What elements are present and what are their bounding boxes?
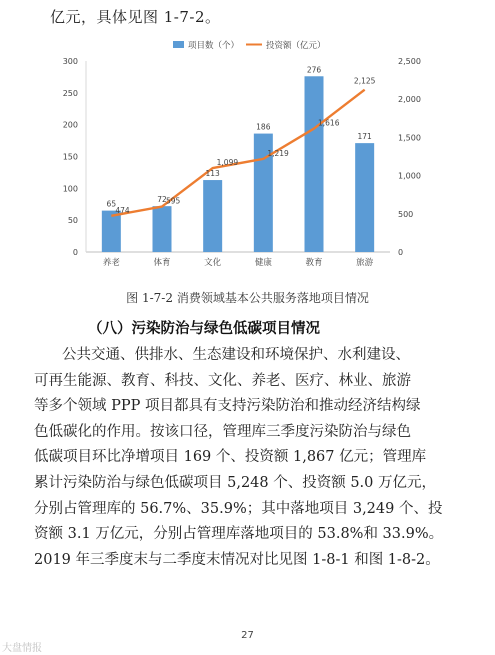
y-tick-left: 0 (72, 248, 78, 257)
line-data-label: 595 (166, 196, 181, 206)
y-tick-right: 500 (398, 209, 414, 219)
legend-bar-swatch (173, 41, 184, 48)
paragraph-line: 公共交通、供排水、生态建设和环境保护、水利建设、 (62, 347, 410, 363)
line-data-label: 1,616 (318, 118, 340, 128)
paragraph-line: 2019 年三季度末与二季度末情况对比见图 1-8-1 和图 1-8-2。 (34, 551, 440, 568)
y-tick-left: 250 (62, 88, 78, 98)
paragraph (34, 343, 462, 573)
y-tick-right: 1,500 (398, 133, 421, 143)
x-tick-label: 文化 (204, 258, 222, 268)
paragraph-line: 低碳项目环比净增项目 169 个、投资额 1,867 亿元；管理库 (34, 449, 427, 466)
line-data-label: 2,125 (353, 76, 376, 86)
paragraph-line: 累计污染防治与绿色低碳项目 5,248 个、投资额 5.0 万亿元， (34, 474, 437, 491)
x-tick-label: 教育 (305, 258, 323, 268)
bar-data-label: 72 (157, 195, 167, 205)
y-tick-right: 0 (398, 248, 404, 257)
paragraph-line: 资额 3.1 万亿元，分别占管理库落地项目的 53.8%和 33.9%。 (34, 526, 444, 543)
bar-data-label: 276 (306, 65, 322, 75)
x-tick-label: 健康 (254, 258, 272, 268)
y-tick-left: 300 (62, 57, 78, 66)
x-tick-label: 体育 (153, 258, 171, 268)
paragraph-line: 可再生能源、教育、科技、文化、养老、医疗、林业、旅游 (34, 372, 411, 389)
paragraph-line: 色低碳化的作用。按该口径，管理库三季度污染防治与绿色 (34, 423, 411, 440)
x-tick-label: 养老 (102, 258, 120, 268)
legend-line-label: 投资额（亿元） (266, 41, 326, 51)
paragraph-line: 等多个领域 PPP 项目都具有支持污染防治和推动经济结构绿 (34, 398, 421, 415)
bar-data-label: 113 (205, 169, 220, 179)
x-tick-label: 旅游 (356, 258, 374, 268)
bar-data-label: 186 (256, 122, 271, 132)
line-data-label: 474 (115, 205, 130, 215)
watermark: 大盘情报 (2, 643, 42, 654)
y-tick-right: 2,000 (398, 95, 421, 105)
y-tick-left: 100 (62, 184, 78, 194)
figure-caption: 图 1-7-2 消费领域基本公共服务落地项目情况 (126, 291, 369, 305)
y-tick-left: 50 (67, 216, 78, 226)
bar (153, 206, 172, 252)
line-data-label: 1,219 (267, 148, 289, 158)
y-tick-right: 2,500 (398, 57, 421, 66)
legend-bar-label: 项目数（个） (188, 41, 240, 51)
bar (102, 211, 121, 252)
bar-data-label: 171 (357, 132, 372, 142)
y-tick-left: 150 (62, 152, 78, 162)
page-number: 27 (241, 630, 254, 641)
chart (0, 30, 495, 288)
bar (355, 143, 374, 252)
section-title: （八）污染防治与绿色低碳项目情况 (88, 320, 320, 337)
bar-data-label: 65 (106, 199, 117, 209)
bar (203, 180, 222, 252)
y-tick-right: 1,000 (398, 171, 421, 181)
y-tick-left: 200 (62, 120, 78, 130)
bar (305, 76, 324, 252)
line-series (111, 90, 364, 216)
intro-line: 亿元，具体见图 1-7-2。 (50, 8, 221, 26)
paragraph-line: 分别占管理库的 56.7%、35.9%；其中落地项目 3,249 个、投 (34, 500, 443, 517)
line-data-label: 1,099 (216, 158, 239, 168)
